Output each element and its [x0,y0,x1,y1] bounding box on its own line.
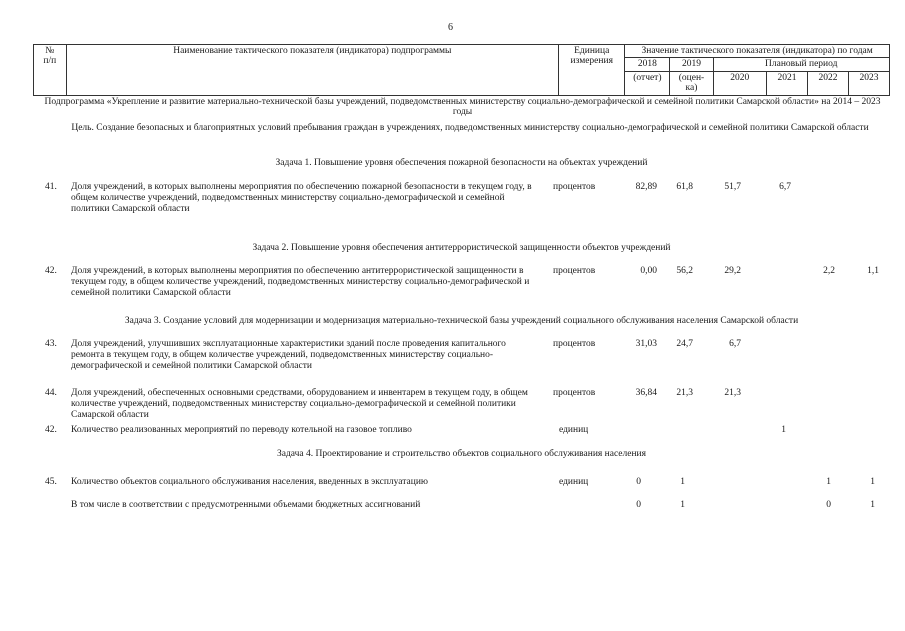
row-unit: процентов [553,388,596,398]
task-4-heading: Задача 4. Проектирование и строительство объектов социального обслуживания населения [276,449,647,459]
row-description: Доля учреждений, обеспеченных основными средствами, оборудованием и инвентарем в текущем году, в общем количестве учреждений, подведомственных министерству социально-демографической и семейной политики Самарской области [71,388,528,420]
row-number: 41. [45,182,57,192]
value-2020: 21,3 [724,388,741,398]
value-2018: 82,89 [635,182,657,192]
value-2020: 51,7 [724,182,741,192]
row-unit: процентов [553,339,596,349]
row-description: В том числе в соответствии с предусмотренными объемами бюджетных ассигнований [71,500,421,510]
value-2021: 6,7 [779,182,791,192]
header-year-2019: 2019 [670,58,713,71]
row-number: 45. [45,477,57,487]
header-col-number: № п/п [34,45,67,96]
task-2-heading: Задача 2. Повышение уровня обеспечения антитеррористической защищенности объектов учреждений [252,243,671,253]
header-col-unit: Единица измерения [559,45,625,96]
value-2023: 1,1 [867,266,879,276]
table-row [45,388,890,424]
table-row [45,500,890,514]
value-2023: 1 [870,477,875,487]
row-unit: процентов [553,266,596,276]
value-2018: 0,00 [640,266,657,276]
subprogram-title: Подпрограмма «Укрепление и развитие материально-технической базы учреждений, подведомственных министерству социально-демографической и семейной политики Самарской области» на 2014 – 2023 годы [44,97,881,117]
row-number: 43. [45,339,57,349]
task-1-heading: Задача 1. Повышение уровня обеспечения пожарной безопасности на объектах учреждений [275,158,648,168]
header-year-2022: 2022 [808,71,849,95]
value-2023: 1 [870,500,875,510]
value-2018: 0 [636,500,641,510]
header-year-2018-sub: (отчет) [625,71,670,95]
row-unit: единиц [559,425,589,435]
page-number: 6 [448,22,453,33]
header-col-values: Значение тактического показателя (индикатора) по годам [625,45,890,58]
value-2020: 29,2 [724,266,741,276]
value-2019: 1 [680,477,685,487]
value-2019: 1 [680,500,685,510]
header-year-2021: 2021 [767,71,808,95]
table-header [33,44,890,96]
row-number: 42. [45,425,57,435]
table-row [45,425,890,439]
value-2019: 61,8 [676,182,693,192]
header-planned-period: Плановый период [713,58,889,71]
table-row [45,339,890,379]
header-year-2018: 2018 [625,58,670,71]
value-2019: 56,2 [676,266,693,276]
row-number: 42. [45,266,57,276]
row-description: Доля учреждений, в которых выполнены мероприятия по обеспечению антитеррористической защищенности в текущем году, в общем количестве учреждений, подведомственных министерству социально-демографической и семейной политики Самарской области [71,266,530,298]
row-description: Количество объектов социального обслуживания населения, введенных в эксплуатацию [71,477,429,487]
value-2022: 1 [826,477,831,487]
value-2018: 31,03 [635,339,657,349]
table-row [45,182,890,222]
row-number: 44. [45,388,57,398]
header-year-2023: 2023 [848,71,889,95]
header-year-2019-sub: (оцен- ка) [670,71,713,95]
value-2022: 2,2 [823,266,835,276]
value-2021: 1 [781,425,786,435]
row-description: Доля учреждений, в которых выполнены мероприятия по обеспечению пожарной безопасности в текущем году, в общем количестве учреждений, подведомственных министерству социально-демографической и семейной политики Самарской области [71,182,532,214]
value-2019: 24,7 [676,339,693,349]
value-2019: 21,3 [676,388,693,398]
row-description: Доля учреждений, улучшивших эксплуатационные характеристики зданий после проведения капитального ремонта в текущем году, в общем количестве учреждений, подведомственных министерству социально-демографической и семейной политики Самарской области [71,339,506,371]
table-row [45,477,890,491]
value-2018: 0 [636,477,641,487]
value-2018: 36,84 [635,388,657,398]
row-description: Количество реализованных мероприятий по переводу котельной на газовое топливо [71,425,412,435]
row-unit: процентов [553,182,596,192]
value-2020: 6,7 [729,339,741,349]
table-row [45,266,890,306]
value-2022: 0 [826,500,831,510]
row-unit: единиц [559,477,589,487]
task-3-heading: Задача 3. Создание условий для модернизации и модернизация материально-технической базы учреждений социального обслуживания населения Самарской области [124,316,799,326]
header-col-name: Наименование тактического показателя (индикатора) подпрограммы [66,45,559,96]
goal-text: Цель. Создание безопасных и благоприятных условий пребывания граждан в учреждениях, подведомственных министерству социально-демографической и семейной политики Самарской области [71,123,869,133]
header-year-2020: 2020 [713,71,767,95]
